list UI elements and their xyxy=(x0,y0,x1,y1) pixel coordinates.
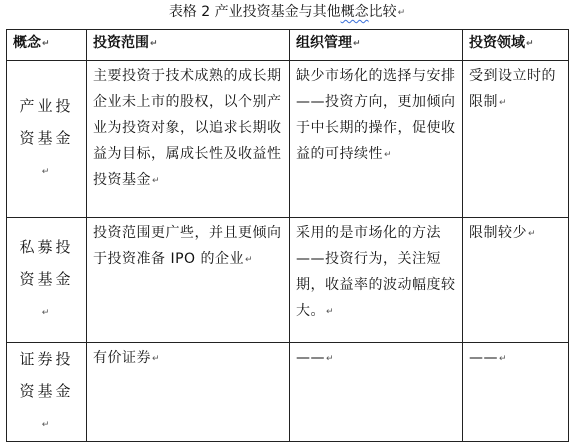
concept-cell: 证券投资基金↵ xyxy=(7,343,87,442)
table-header-row xyxy=(7,30,569,61)
field-cell: 限制较少↵ xyxy=(463,218,569,343)
concept-cell: 产业投资基金↵ xyxy=(7,61,87,218)
cell-end-icon: ↵ xyxy=(152,176,161,186)
field-cell: ——↵ xyxy=(463,343,569,442)
scope-cell: 有价证券↵ xyxy=(87,343,290,442)
header-management: 组织管理↵ xyxy=(290,30,463,61)
cell-end-icon: ↵ xyxy=(384,150,393,160)
field-cell: 受到设立时的限制↵ xyxy=(463,61,569,218)
scope-cell: 主要投资于技术成熟的成长期企业未上市的股权，以个别产业为投资对象，以追求长期收益为目标，属成长性及收益性投资基金↵ xyxy=(87,61,290,218)
table-caption xyxy=(0,3,574,22)
table-row xyxy=(7,61,569,218)
cell-end-icon: ↵ xyxy=(326,307,335,317)
table-row xyxy=(7,343,569,442)
cell-end-icon: ↵ xyxy=(152,354,161,364)
header-field: 投资领域↵ xyxy=(463,30,569,61)
management-cell: 采用的是市场化的方法——投资行为，关注短期，收益率的波动幅度较大。↵ xyxy=(290,218,463,343)
cell-end-icon: ↵ xyxy=(41,308,53,318)
header-scope: 投资范围↵ xyxy=(87,30,290,61)
cell-end-icon: ↵ xyxy=(499,98,508,108)
caption-tail: 比较 xyxy=(368,4,397,20)
cell-end-icon: ↵ xyxy=(245,255,254,265)
table-row xyxy=(7,218,569,343)
cell-end-icon: ↵ xyxy=(499,354,508,364)
cell-end-icon: ↵ xyxy=(42,39,50,49)
management-cell: 缺少市场化的选择与安排——投资方向，更加倾向于中长期的操作，促使收益的可持续性↵ xyxy=(290,61,463,218)
management-cell: ——↵ xyxy=(290,343,463,442)
cell-end-icon: ↵ xyxy=(528,229,537,239)
cell-end-icon: ↵ xyxy=(41,167,53,177)
cell-end-icon: ↵ xyxy=(326,354,335,364)
cell-end-icon: ↵ xyxy=(526,39,534,49)
cell-end-icon: ↵ xyxy=(41,420,53,430)
caption-label: 表格 2 产业投资基金与其他 xyxy=(168,4,341,20)
scope-cell: 投资范围更广些，并且更倾向于投资准备 IPO 的企业↵ xyxy=(87,218,290,343)
cell-end-icon: ↵ xyxy=(353,39,361,49)
comparison-table xyxy=(6,29,569,442)
concept-cell: 私募投资基金↵ xyxy=(7,218,87,343)
paragraph-return-icon: ↵ xyxy=(397,8,406,18)
caption-spellcheck-word: 概念 xyxy=(340,4,369,20)
cell-end-icon: ↵ xyxy=(150,39,158,49)
header-concept: 概念↵ xyxy=(7,30,87,61)
